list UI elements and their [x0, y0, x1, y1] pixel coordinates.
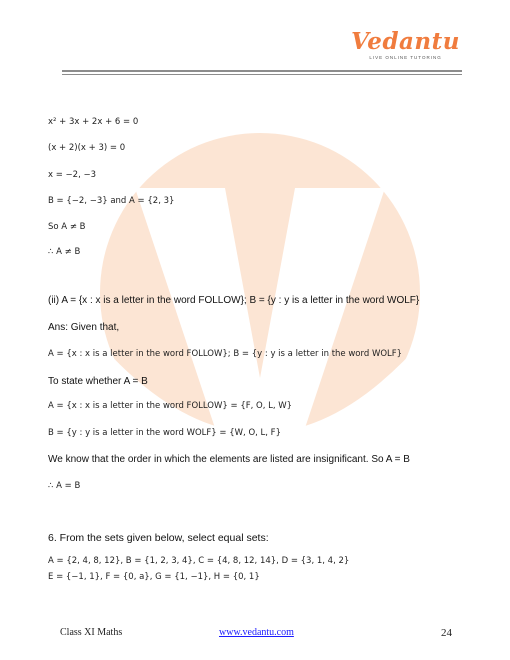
given-sets: A = {x : x is a letter in the word FOLLOW}; B = {y : y is a letter in the word WOLF}	[48, 349, 403, 359]
equation-line-2: (x + 2)(x + 3) = 0	[48, 143, 126, 153]
page-number: 24	[441, 627, 452, 639]
answer-heading: Ans: Given that,	[48, 322, 120, 333]
equation-line-1: x² + 3x + 2x + 6 = 0	[48, 117, 139, 127]
logo-text: Vedantu	[351, 28, 460, 55]
sets-line-1: A = {2, 4, 8, 12}, B = {1, 2, 3, 4}, C = {4, 8, 12, 14}, D = {3, 1, 4, 2}	[48, 556, 350, 566]
footer-website-link[interactable]: www.vedantu.com	[219, 627, 294, 638]
vedantu-logo	[351, 30, 460, 60]
header-rule-thin	[62, 74, 462, 75]
sets-line-2: E = {−1, 1}, F = {0, a}, G = {1, −1}, H = {0, 1}	[48, 572, 260, 582]
logo-tagline: LIVE ONLINE TUTORING	[369, 55, 442, 60]
set-b-roster: B = {y : y is a letter in the word WOLF} = {W, O, L, F}	[48, 428, 281, 438]
conclusion-line: ∴ A = B	[48, 481, 81, 491]
header-rule	[62, 70, 462, 72]
footer-class-label: Class XI Maths	[60, 627, 123, 638]
equation-line-6: ∴ A ≠ B	[48, 247, 81, 257]
question-6-heading: 6. From the sets given below, select equal sets:	[48, 532, 269, 544]
state-whether-line: To state whether A = B	[48, 376, 148, 387]
equation-line-4: B = {−2, −3} and A = {2, 3}	[48, 196, 175, 206]
order-insignificant-line: We know that the order in which the elements are listed are insignificant. So A = B	[48, 454, 410, 465]
question-part-ii: (ii) A = {x : x is a letter in the word FOLLOW}; B = {y : y is a letter in the word WOLF}	[48, 295, 420, 306]
set-a-roster: A = {x : x is a letter in the word FOLLOW} = {F, O, L, W}	[48, 401, 293, 411]
vedantu-watermark-logo	[95, 128, 425, 528]
equation-line-5: So A ≠ B	[48, 222, 86, 232]
equation-line-3: x = −2, −3	[48, 170, 97, 180]
